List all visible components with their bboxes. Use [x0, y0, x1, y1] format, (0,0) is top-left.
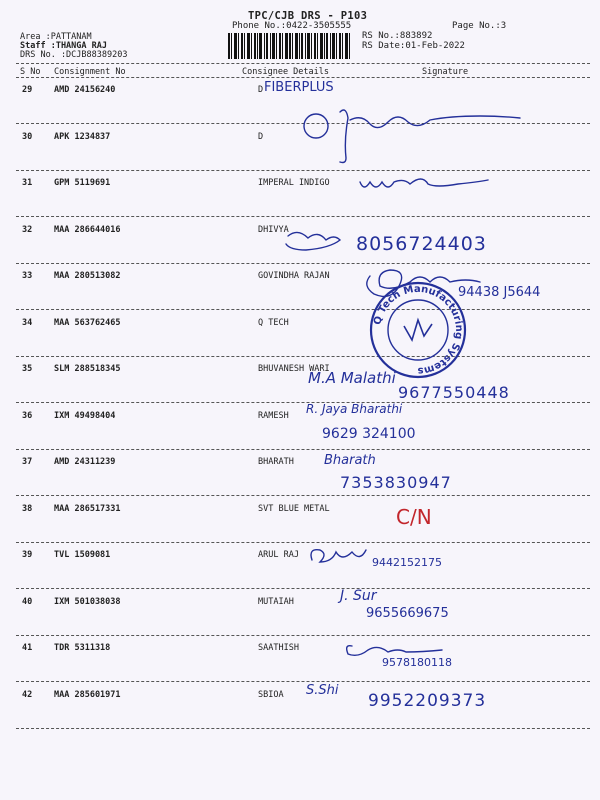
row-number: 39: [22, 550, 33, 560]
consignee-name: SVT BLUE METAL: [258, 503, 330, 514]
consignment-number: MAA 286644016: [54, 224, 121, 235]
consignee-name: SBIOA: [258, 689, 284, 700]
consignee-name: GOVINDHA RAJAN: [258, 271, 330, 281]
consignment-number: GPM 5119691: [54, 178, 111, 188]
handwriting-r41-phone: 9578180118: [382, 656, 452, 669]
consignment-number: IXM 501038038: [54, 596, 121, 607]
consignee-name: BHUVANESH WARI: [258, 364, 330, 374]
signature-r41: [347, 646, 442, 656]
handwriting-r36-phone: 9629 324100: [322, 426, 416, 442]
handwriting-r42-name: S.Shi: [306, 683, 339, 698]
row-number: 35: [22, 364, 33, 374]
signature-r31: [360, 179, 488, 187]
rs-number: RS No.:883892: [362, 31, 433, 41]
drs-number: DRS No. :DCJB88389203: [20, 50, 128, 60]
consignment-number: SLM 288518345: [54, 364, 121, 374]
consignee-name: Q TECH: [258, 317, 289, 328]
company-stamp: [368, 280, 468, 380]
row-number: 30: [22, 131, 33, 142]
signature-r32: [286, 232, 340, 250]
handwriting-r40-name: J. Sur: [340, 588, 377, 604]
consignee-name: ARUL RAJ: [258, 550, 299, 560]
handwriting-r42-phone: 9952209373: [368, 691, 487, 711]
stamp-text: Q Tech Manufacturing Systems: [372, 283, 465, 377]
handwriting-r39-phone: 9442152175: [372, 556, 442, 569]
col-sno: S No: [20, 67, 41, 77]
handwriting-r35-phone: 9677550448: [398, 383, 510, 402]
consignment-number: MAA 285601971: [54, 689, 121, 700]
staff-field: Staff :THANGA RAJ: [20, 41, 107, 51]
consignee-name: RAMESH: [258, 410, 289, 421]
col-consignee: Consignee Details: [242, 67, 329, 77]
row-number: 40: [22, 596, 33, 607]
handwriting-r33-phone: 94438 J5644: [458, 285, 541, 300]
consignee-name: BHARATH: [258, 457, 294, 467]
rs-date: RS Date:01-Feb-2022: [362, 41, 465, 51]
row-number: 34: [22, 317, 33, 328]
consignee-name: SAATHISH: [258, 643, 299, 653]
consignment-number: IXM 49498404: [54, 410, 116, 421]
consignee-name: D: [258, 85, 264, 95]
area-field: Area :PATTANAM: [20, 32, 92, 42]
handwriting-r37-phone: 7353830947: [340, 473, 452, 492]
sheet-title: TPC/CJB DRS - P103: [248, 10, 368, 22]
row-number: 36: [22, 410, 33, 421]
row-number: 29: [22, 85, 33, 95]
handwriting-r37-name: Bharath: [324, 453, 376, 468]
consignment-number: MAA 563762465: [54, 317, 121, 328]
consignee-name: MUTAIAH: [258, 596, 294, 607]
handwriting-r38-mark: C/N: [396, 505, 432, 529]
signature-r30-circle: [304, 114, 328, 138]
row-number: 38: [22, 503, 33, 514]
consignee-name: D: [258, 131, 264, 142]
handwriting-r36-name: R. Jaya Bharathi: [306, 402, 403, 416]
consignment-number: TVL 1509081: [54, 550, 111, 560]
consignment-number: AMD 24156240: [54, 85, 116, 95]
handwriting-r35-name: M.A Malathi: [308, 369, 396, 387]
row-number: 37: [22, 457, 33, 467]
handwriting-r29: FIBERPLUS: [264, 80, 334, 95]
consignment-number: AMD 24311239: [54, 457, 116, 467]
col-signature: Signature: [422, 67, 469, 77]
row-number: 31: [22, 178, 33, 188]
row-number: 41: [22, 643, 33, 653]
consignee-name: DHIVYA: [258, 224, 289, 235]
signature-r39: [311, 550, 366, 562]
row-number: 32: [22, 224, 33, 235]
row-number: 42: [22, 689, 33, 700]
row-number: 33: [22, 271, 33, 281]
handwriting-r40-phone: 9655669675: [366, 606, 449, 621]
page-number: Page No.:3: [452, 21, 507, 31]
consignment-number: MAA 280513082: [54, 271, 121, 281]
consignment-number: APK 1234837: [54, 131, 111, 142]
phone-number: Phone No.:0422-3505555: [232, 21, 352, 31]
consignment-number: TDR 5311318: [54, 643, 111, 653]
col-consignment: Consignment No: [54, 67, 126, 77]
handwriting-r32-phone: 8056724403: [356, 233, 487, 255]
signature-r30: [340, 110, 348, 163]
signature-r30-tail: [350, 116, 520, 128]
consignee-name: IMPERAL INDIGO: [258, 178, 330, 188]
consignment-number: MAA 286517331: [54, 503, 121, 514]
